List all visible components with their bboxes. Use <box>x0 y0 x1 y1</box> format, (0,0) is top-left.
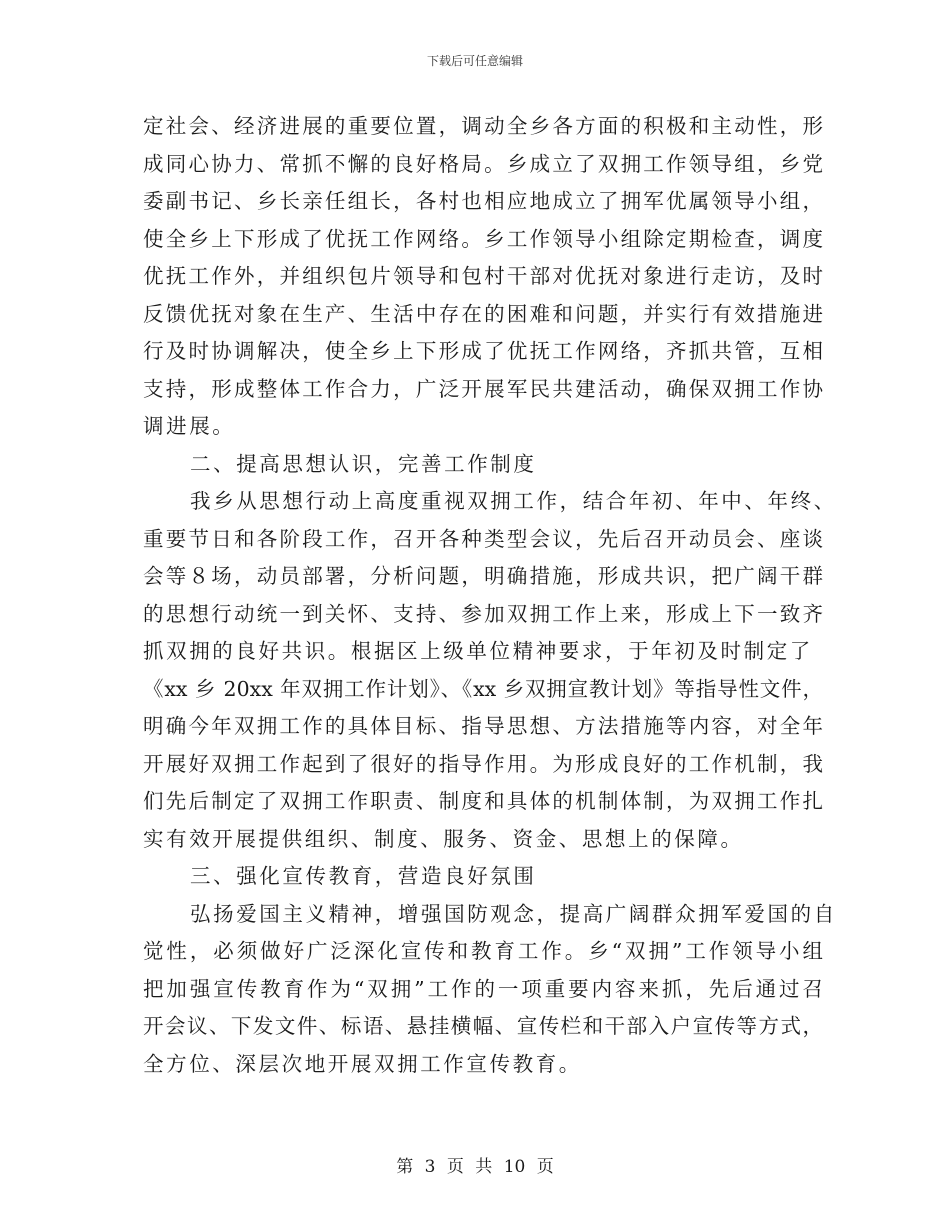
body-line: 反馈优抚对象在生产、生活中存在的困难和问题，并实行有效措施进 <box>143 301 823 326</box>
body-line: 行及时协调解决，使全乡上下形成了优抚工作网络，齐抓共管，互相 <box>143 339 823 363</box>
body-line: 委副书记、乡长亲任组长，各村也相应地成立了拥军优属领导小组， <box>143 189 823 213</box>
body-line: 开会议、下发文件、标语、悬挂横幅、宣传栏和干部入户宣传等方式， <box>143 1014 823 1038</box>
body-line: 全方位、深层次地开展双拥工作宣传教育。 <box>143 1051 582 1076</box>
body-line: 使全乡上下形成了优抚工作网络。乡工作领导小组除定期检查，调度 <box>143 226 823 251</box>
body-line: 定社会、经济进展的重要位置，调动全乡各方面的积极和主动性，形 <box>143 114 823 138</box>
body-line: 开展好双拥工作起到了很好的指导作用。为形成良好的工作机制，我 <box>143 751 823 776</box>
body-line: 们先后制定了双拥工作职责、制度和具体的机制体制，为双拥工作扎 <box>143 789 823 813</box>
body-line: 把加强宣传教育作为“双拥”工作的一项重要内容来抓，先后通过召 <box>143 976 823 1001</box>
body-line: 重要节日和各阶段工作，召开各种类型会议，先后召开动员会、座谈 <box>143 526 823 551</box>
paragraph-first-line: 我乡从思想行动上高度重视双拥工作，结合年初、年中、年终、 <box>190 489 837 513</box>
body-line: 《xx 乡 20xx 年双拥工作计划》、《xx 乡双拥宣教计划》等指导性文件， <box>143 676 823 701</box>
paragraph-first-line: 弘扬爱国主义精神，增强国防观念，提高广阔群众拥军爱国的自 <box>190 901 837 926</box>
page-number: 第 3 页 共 10 页 <box>396 1157 554 1177</box>
page-header-note: 下载后可任意编辑 <box>426 54 523 68</box>
body-line: 调进展。 <box>143 414 236 438</box>
document-body <box>143 108 837 1083</box>
body-line: 的思想行动统一到关怀、支持、参加双拥工作上来，形成上下一致齐 <box>143 601 823 626</box>
body-line: 支持，形成整体工作合力，广泛开展军民共建活动，确保双拥工作协 <box>143 376 823 401</box>
body-line: 抓双拥的良好共识。根据区上级单位精神要求，于年初及时制定了 <box>143 639 813 663</box>
body-line: 会等８场，动员部署，分析问题，明确措施，形成共识，把广阔干群 <box>143 564 823 588</box>
body-line: 优抚工作外，并组织包片领导和包村干部对优抚对象进行走访，及时 <box>143 264 823 288</box>
body-line: 明确今年双拥工作的具体目标、指导思想、方法措施等内容，对全年 <box>143 714 823 738</box>
body-line: 成同心协力、常抓不懈的良好格局。乡成立了双拥工作领导组，乡党 <box>143 151 823 176</box>
section-heading: 三、强化宣传教育，营造良好氛围 <box>190 864 537 888</box>
section-heading: 二、提高思想认识，完善工作制度 <box>190 451 537 476</box>
body-line: 觉性，必须做好广泛深化宣传和教育工作。乡“双拥”工作领导小组 <box>143 939 823 963</box>
body-line: 实有效开展提供组织、制度、服务、资金、思想上的保障。 <box>143 826 744 851</box>
